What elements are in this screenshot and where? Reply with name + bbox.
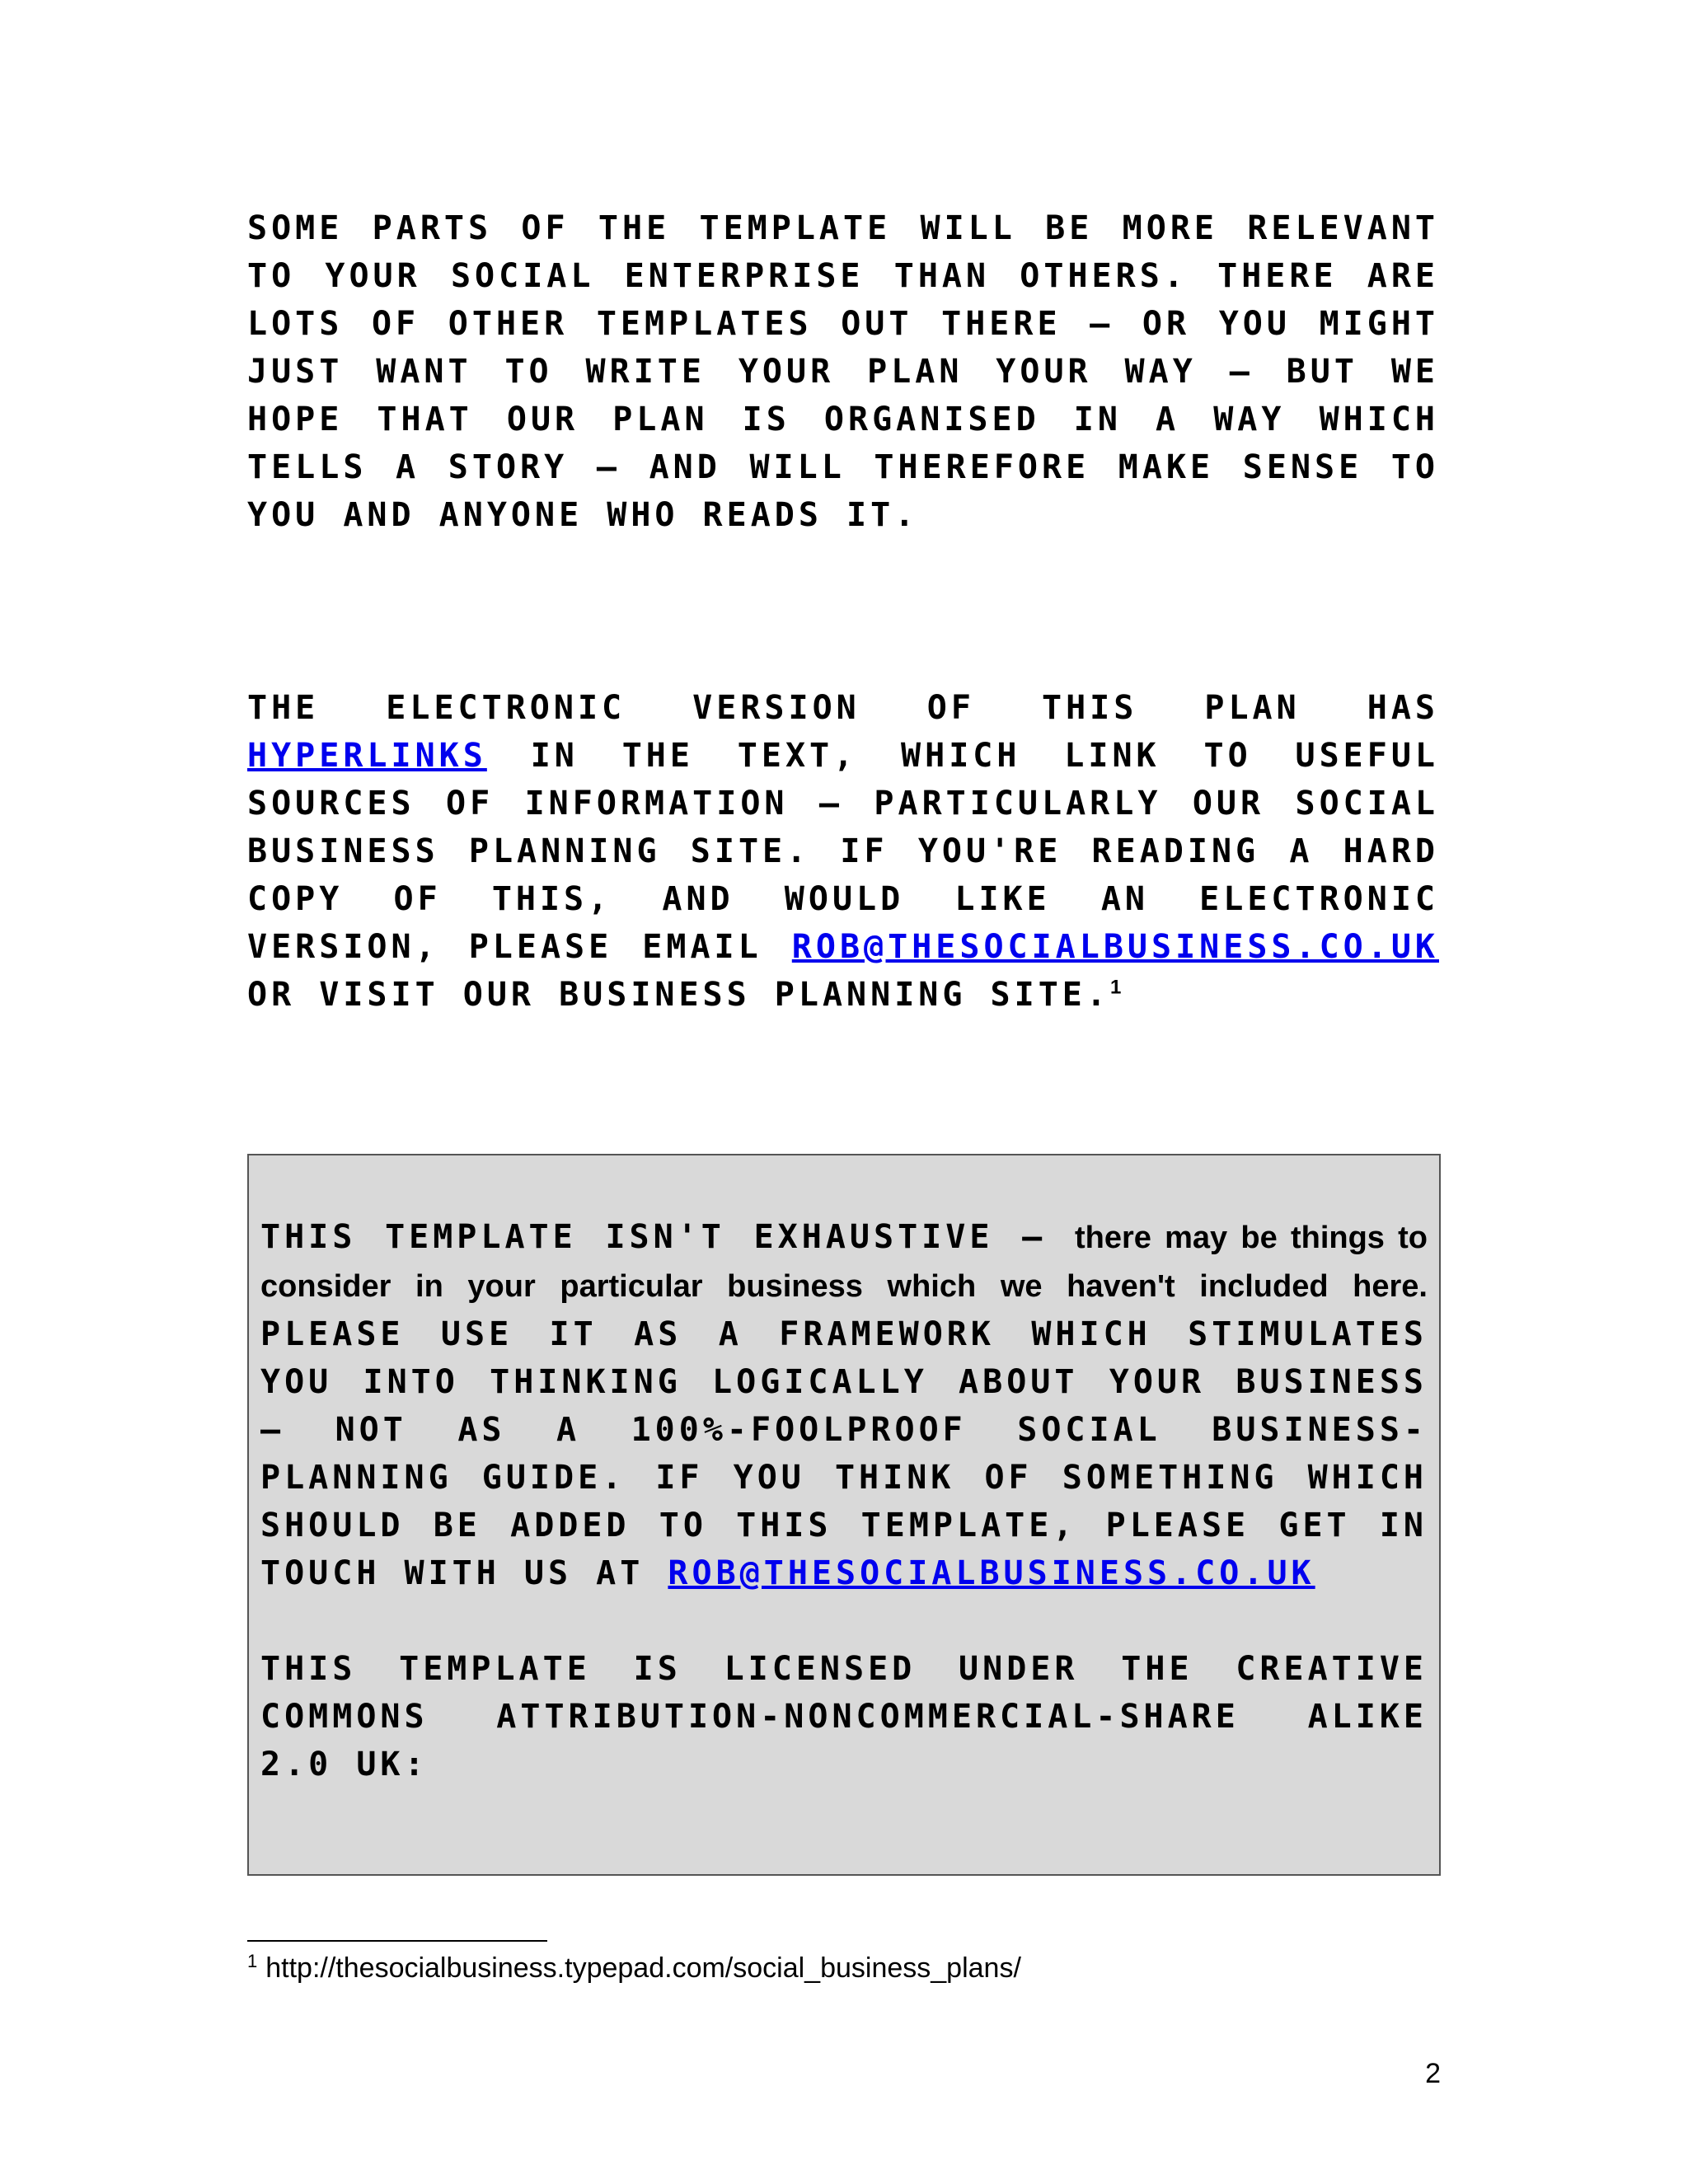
p2-text-3: OR VISIT OUR BUSINESS PLANNING SITE. (247, 976, 1110, 1014)
box-email-link[interactable]: ROB@THESOCIALBUSINESS.CO.UK (668, 1554, 1315, 1592)
p2-text-1: THE ELECTRONIC VERSION OF THIS PLAN HAS (247, 689, 1439, 727)
footnote-separator (247, 1940, 547, 1942)
notice-box (247, 1154, 1441, 1876)
box-text-plain: there may be things to consider in your particular business which we haven't included here. (260, 1221, 1428, 1304)
footnote-number: 1 (247, 1950, 258, 1971)
box-spacer (260, 1597, 1428, 1645)
footnote-reference[interactable]: 1 (1109, 976, 1122, 999)
footnote-text: http://thesocialbusiness.typepad.com/social_business_plans/ (265, 1952, 1021, 1984)
email-link[interactable]: ROB@THESOCIALBUSINESS.CO.UK (791, 928, 1439, 966)
electronic-version-paragraph (247, 684, 1439, 1019)
hyperlinks-link[interactable]: HYPERLINKS (247, 737, 487, 775)
box-paragraph-license: THIS TEMPLATE IS LICENSED UNDER THE CREATIVE COMMONS ATTRIBUTION-NONCOMMERCIAL-SHARE ALIKE 2.0 UK: (260, 1650, 1428, 1783)
p2-text-2: IN THE TEXT, WHICH LINK TO USEFUL SOURCES OF INFORMATION – PARTICULARLY OUR SOCIAL BUSINESS PLANNING SITE. IF YOU'RE READING A HARD COPY OF THIS, AND WOULD LIKE AN ELECTRONIC VERSION, PLEASE EMAIL (247, 737, 1439, 966)
box-text-1: THIS TEMPLATE ISN'T EXHAUSTIVE – (260, 1218, 1047, 1256)
intro-paragraph: SOME PARTS OF THE TEMPLATE WILL BE MORE RELEVANT TO YOUR SOCIAL ENTERPRISE THAN OTHERS. THERE ARE LOTS OF OTHER TEMPLATES OUT THERE – OR YOU MIGHT JUST WANT TO WRITE YOUR PLAN YOUR WAY – BUT WE HOPE THAT OUR PLAN IS ORGANISED IN A WAY WHICH TELLS A STORY – AND WILL THEREFORE MAKE SENSE TO YOU AND ANYONE WHO READS IT. (247, 209, 1439, 534)
box-paragraph-disclaimer (260, 1213, 1428, 1597)
footnote (247, 1950, 1021, 1986)
box-text-2: PLEASE USE IT AS A FRAMEWORK WHICH STIMULATES YOU INTO THINKING LOGICALLY ABOUT YOUR BUSINESS – NOT AS A 100%-FOOLPROOF SOCIAL BUSINESS-PLANNING GUIDE. IF YOU THINK OF SOMETHING WHICH SHOULD BE ADDED TO THIS TEMPLATE, PLEASE GET IN TOUCH WITH US AT (260, 1315, 1428, 1592)
page-number: 2 (1425, 2058, 1441, 2089)
